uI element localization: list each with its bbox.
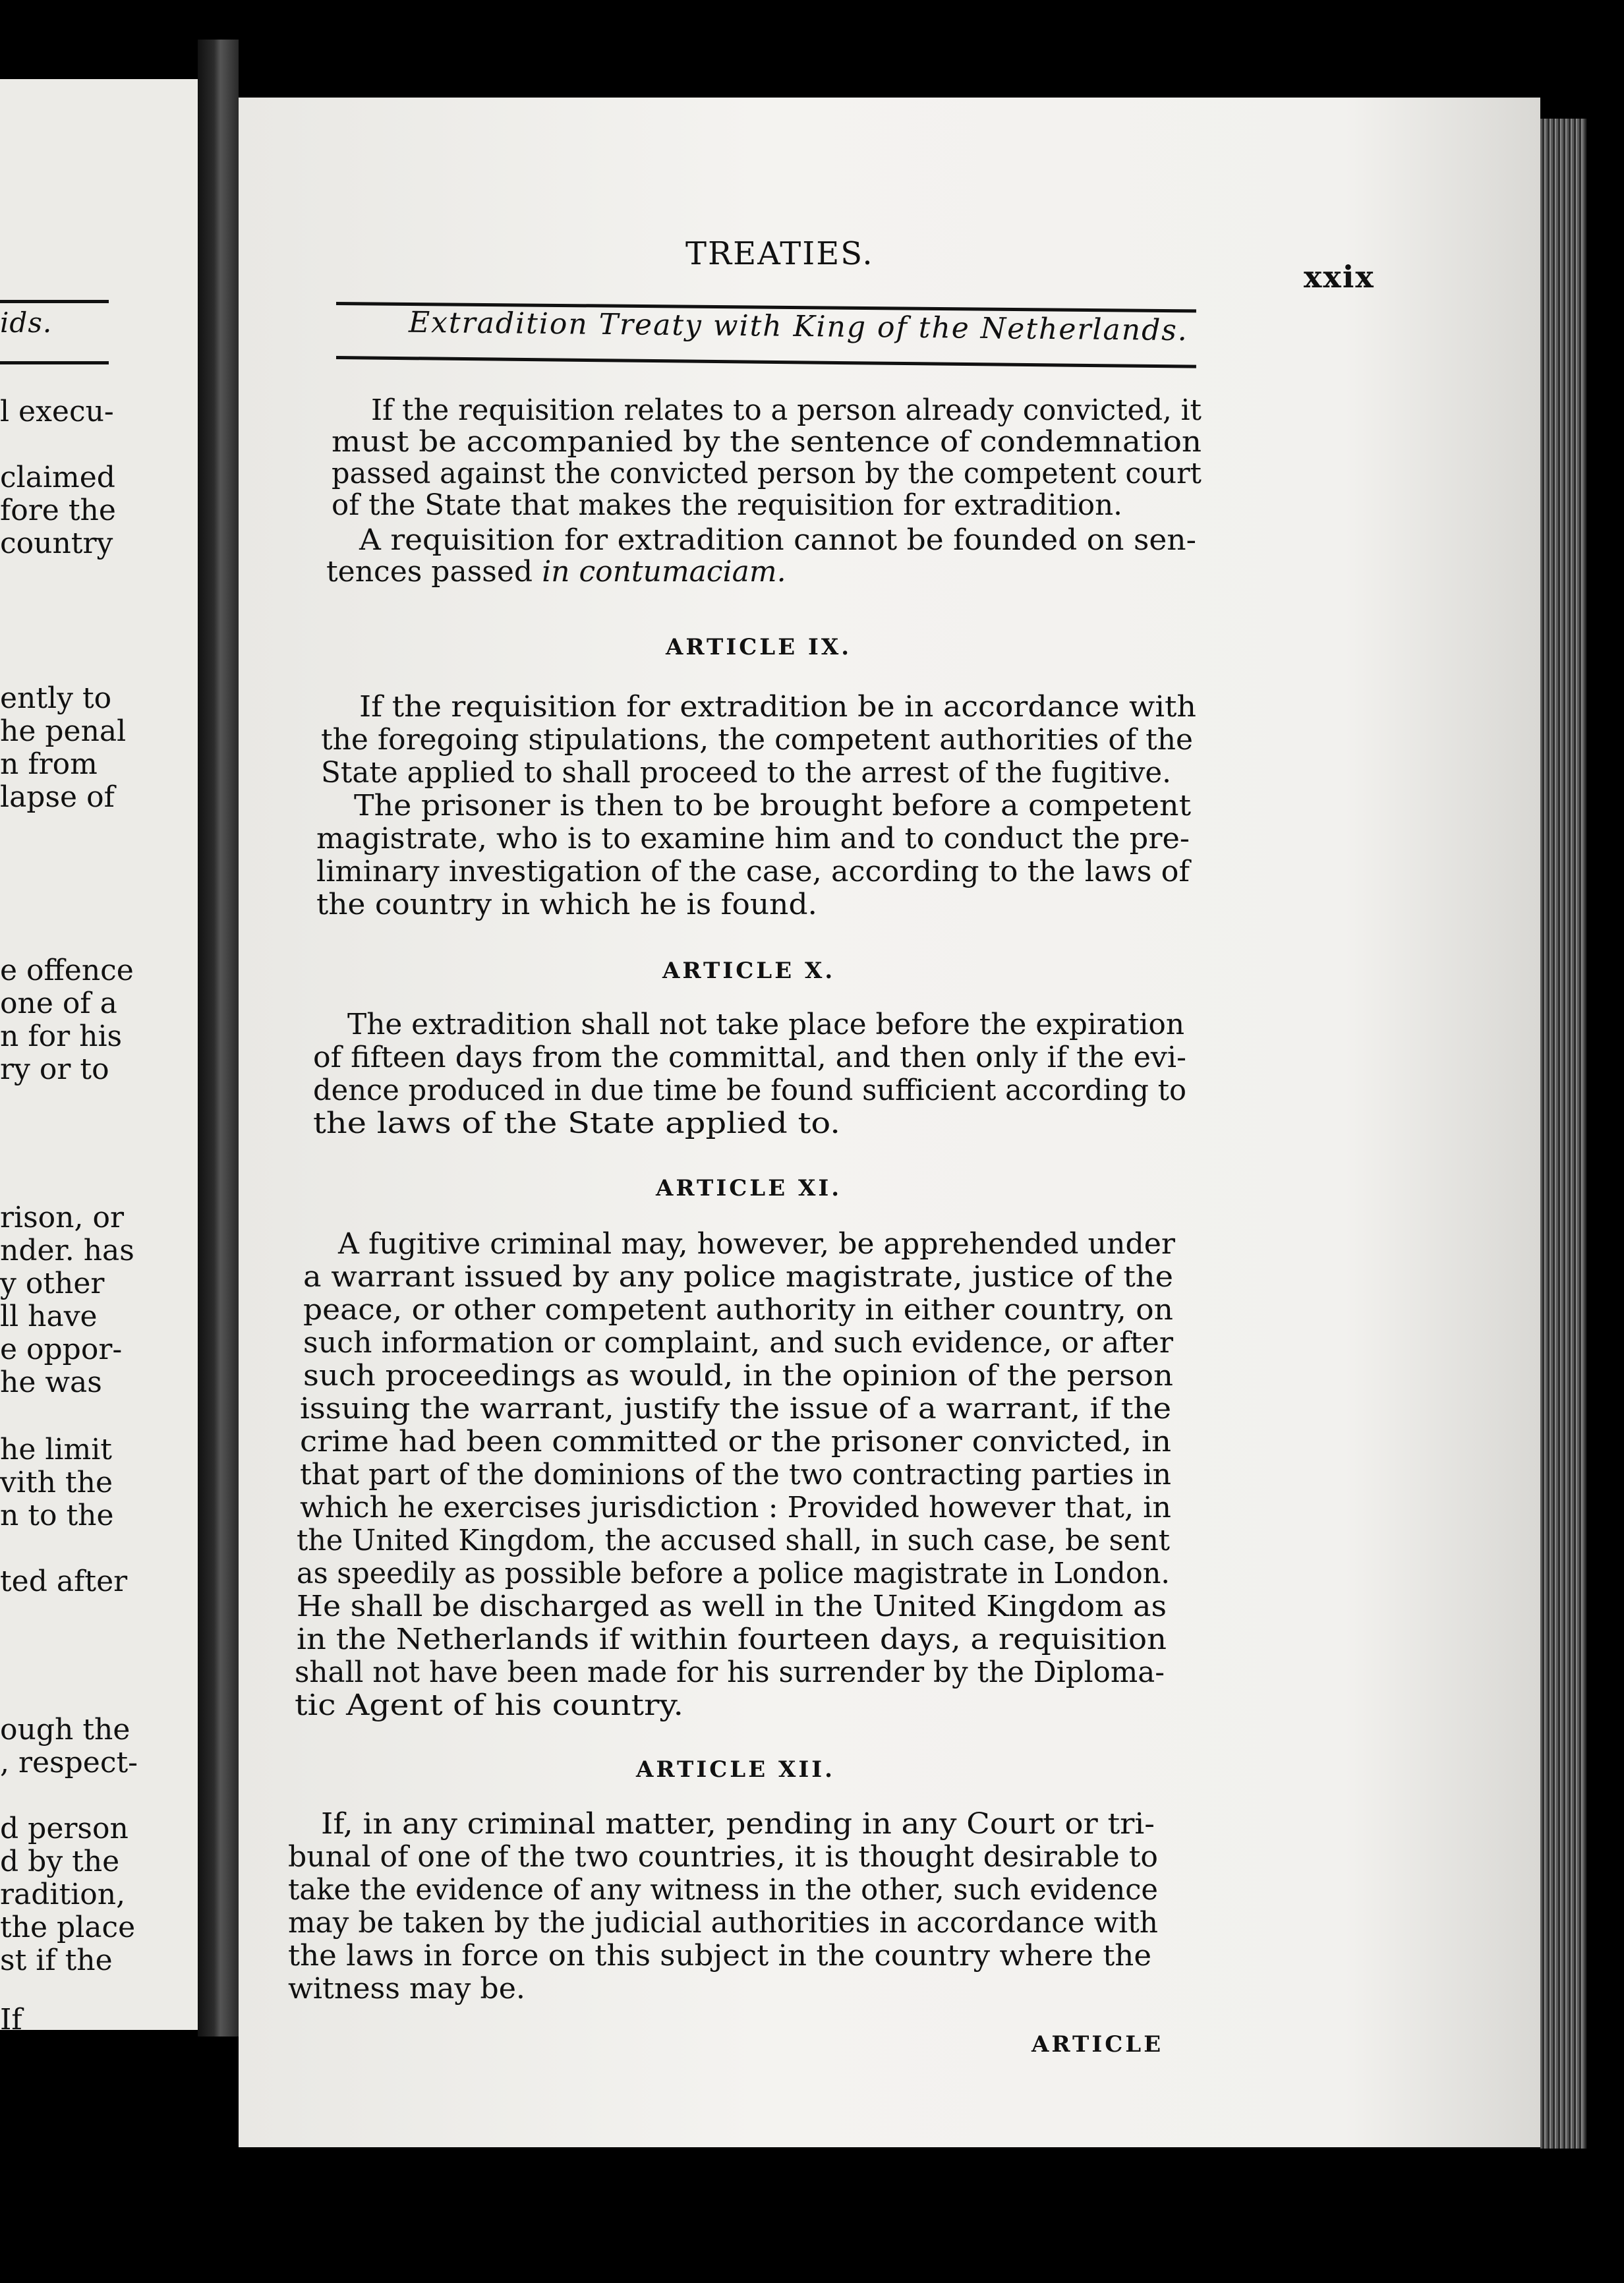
text-line: take the evidence of any witness in the other, such evidence bbox=[288, 1873, 1158, 1907]
text-line-with-italic bbox=[326, 556, 786, 589]
left-text-line: ently to bbox=[0, 681, 112, 715]
text-line: the laws in force on this subject in the country where the bbox=[288, 1939, 1151, 1973]
text-line: tic Agent of his country. bbox=[295, 1689, 683, 1722]
left-text-line: e offence bbox=[0, 954, 134, 987]
text-fragment: tences passed bbox=[326, 555, 542, 589]
left-text-line: lapse of bbox=[0, 780, 115, 814]
left-text-line: claimed bbox=[0, 461, 115, 494]
left-text-line: e oppor- bbox=[0, 1333, 123, 1366]
left-text-line: he limit bbox=[0, 1433, 112, 1466]
text-line: passed against the convicted person by the competent court bbox=[332, 457, 1202, 490]
text-line: of the State that makes the requisition for extradition. bbox=[332, 488, 1122, 522]
left-text-line: ough the bbox=[0, 1713, 130, 1747]
catchword: ARTICLE bbox=[1031, 2031, 1164, 2058]
text-line: issuing the warrant, justify the issue of a warrant, if the bbox=[300, 1392, 1171, 1426]
text-line: peace, or other competent authority in either country, on bbox=[303, 1293, 1173, 1327]
text-line: the United Kingdom, the accused shall, in such case, be sent bbox=[297, 1524, 1170, 1557]
latin-phrase: in contumaciam. bbox=[542, 555, 786, 589]
left-text-line: ry or to bbox=[0, 1053, 109, 1086]
text-line: The extradition shall not take place before the expiration bbox=[347, 1008, 1184, 1041]
article-heading: ARTICLE X. bbox=[662, 958, 836, 984]
left-text-line: country bbox=[0, 527, 113, 560]
text-line: shall not have been made for his surrender by the Diploma- bbox=[295, 1656, 1165, 1689]
left-text-line: the place bbox=[0, 1911, 136, 1944]
text-line: The prisoner is then to be brought before a competent bbox=[354, 789, 1191, 823]
left-text-line: l execu- bbox=[0, 395, 114, 428]
text-line: as speedily as possible before a police magistrate in London. bbox=[297, 1557, 1170, 1590]
text-line: witness may be. bbox=[288, 1972, 525, 2006]
text-line: If the requisition relates to a person already convicted, it bbox=[371, 393, 1202, 427]
text-line: the foregoing stipulations, the competent authorities of the bbox=[321, 723, 1193, 757]
left-text-line: he penal bbox=[0, 714, 127, 748]
left-text-line: st if the bbox=[0, 1944, 113, 1977]
left-text-line: n from bbox=[0, 747, 98, 781]
text-line: in the Netherlands if within fourteen days, a requisition bbox=[297, 1623, 1167, 1656]
text-line: If the requisition for extradition be in accordance with bbox=[359, 690, 1196, 724]
left-text-line: n for his bbox=[0, 1020, 123, 1053]
left-text-line: one of a bbox=[0, 987, 117, 1020]
article-heading: ARTICLE IX. bbox=[666, 634, 852, 660]
text-line: State applied to shall proceed to the arrest of the fugitive. bbox=[321, 756, 1171, 790]
left-text-line: n to the bbox=[0, 1499, 114, 1532]
text-line: dence produced in due time be found sufficient according to bbox=[313, 1074, 1186, 1107]
left-running-head: ids. bbox=[0, 306, 53, 339]
text-line: such information or complaint, and such evidence, or after bbox=[303, 1326, 1173, 1360]
text-line: the laws of the State applied to. bbox=[313, 1107, 840, 1140]
page-number: xxix bbox=[1304, 259, 1375, 295]
left-text-line: If bbox=[0, 2003, 22, 2037]
left-text-line: y other bbox=[0, 1267, 105, 1300]
left-text-line: nder. has bbox=[0, 1234, 134, 1267]
text-line: liminary investigation of the case, according to the laws of bbox=[316, 855, 1190, 888]
text-line: He shall be discharged as well in the United Kingdom as bbox=[297, 1590, 1167, 1623]
text-line: the country in which he is found. bbox=[316, 888, 817, 921]
text-line: of fifteen days from the committal, and then only if the evi- bbox=[313, 1041, 1186, 1074]
text-line: A fugitive criminal may, however, be apprehended under bbox=[338, 1227, 1175, 1261]
left-text-line: d by the bbox=[0, 1845, 120, 1878]
text-line: a warrant issued by any police magistrate, justice of the bbox=[303, 1260, 1173, 1294]
left-text-line: fore the bbox=[0, 494, 116, 527]
left-text-line: rison, or bbox=[0, 1201, 125, 1234]
treaty-subtitle: Extradition Treaty with King of the Netherlands. bbox=[408, 305, 1189, 348]
text-line: may be taken by the judicial authorities in accordance with bbox=[288, 1906, 1158, 1940]
text-line: such proceedings as would, in the opinion of the person bbox=[303, 1359, 1173, 1393]
article-heading: ARTICLE XII. bbox=[636, 1756, 835, 1783]
left-text-line: , respect- bbox=[0, 1746, 138, 1779]
article-heading: ARTICLE XI. bbox=[656, 1175, 842, 1201]
text-line: crime had been committed or the prisoner convicted, in bbox=[300, 1425, 1171, 1459]
left-text-line: d person bbox=[0, 1812, 129, 1845]
text-line: bunal of one of the two countries, it is thought desirable to bbox=[288, 1840, 1158, 1874]
text-line: that part of the dominions of the two contracting parties in bbox=[300, 1458, 1171, 1491]
left-text-line: radition, bbox=[0, 1878, 126, 1911]
text-line: must be accompanied by the sentence of condemnation bbox=[332, 425, 1202, 459]
text-line: magistrate, who is to examine him and to conduct the pre- bbox=[316, 822, 1190, 855]
left-text-line: ted after bbox=[0, 1565, 128, 1598]
text-line: which he exercises jurisdiction : Provided however that, in bbox=[300, 1491, 1171, 1524]
left-text-line: vith the bbox=[0, 1466, 113, 1499]
left-text-line: he was bbox=[0, 1366, 102, 1399]
running-head: TREATIES. bbox=[685, 235, 874, 272]
text-line: A requisition for extradition cannot be founded on sen- bbox=[359, 523, 1196, 557]
left-text-line: ll have bbox=[0, 1300, 98, 1333]
text-line: If, in any criminal matter, pending in any Court or tri- bbox=[321, 1807, 1155, 1841]
